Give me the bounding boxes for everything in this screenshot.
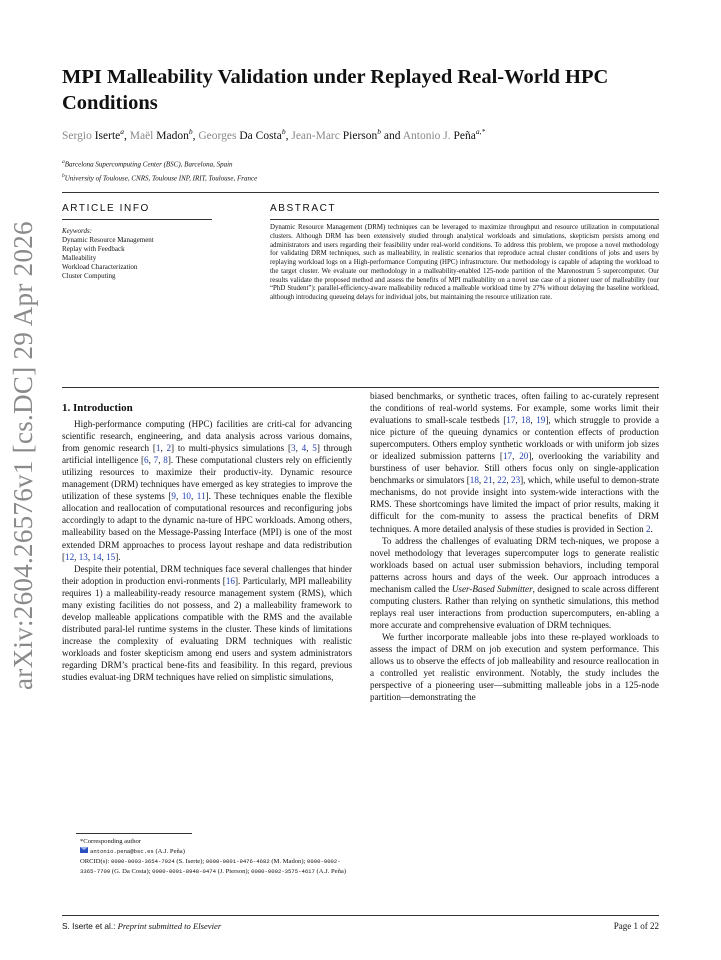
author-family-name: Da Costa <box>239 129 282 142</box>
page-number: Page 1 of 22 <box>613 921 659 931</box>
author-affiliation-mark: a <box>120 127 124 136</box>
citation-link[interactable]: 18 <box>521 415 531 426</box>
paragraph: Despite their potential, DRM techniques face several challenges that hinder their adoption in production envi-ronments [16]. Particularly, MPI malleability requires 1) a malleability-ready resource management system (RMS), which many existing facilities do not possess, and 2) a malleability framework to develop malleable applications compatible with the RMS and the available distributed paral-lel runtime systems in the cluster. These kinds of limitations increase the complexity of evaluating DRM techniques with realistic workloads and foster skepticism among end users and system administrators regarding DRM’s practical bene-fits and feasibility. In this regard, previous studies evaluat-ing DRM techniques have relied on simplistic simulations, <box>62 563 352 683</box>
author-family-name: Iserte <box>94 129 121 142</box>
citation-link[interactable]: 21 <box>483 475 493 486</box>
author-separator: and <box>381 129 403 142</box>
author-given-name: Georges <box>198 129 240 142</box>
orcid-id[interactable]: 0000-0001-8948-0474 <box>152 867 216 875</box>
author-family-name: Peña <box>453 129 476 142</box>
author-affiliation-mark: a,* <box>475 127 486 136</box>
author-affiliation-mark: b <box>281 127 286 136</box>
citation-link[interactable]: 2 <box>166 443 172 454</box>
citation-link[interactable]: 15 <box>106 551 116 562</box>
emphasis: User-Based Submitter <box>451 583 533 594</box>
author-affiliation-mark: b <box>188 127 193 136</box>
citation-link[interactable]: 14 <box>92 551 102 562</box>
paper-title: MPI Malleability Validation under Replayed Real-World HPC Conditions <box>62 66 609 114</box>
orcid-owner: (A.J. Peña) <box>314 867 347 875</box>
affiliation <box>62 156 257 170</box>
author-separator: , <box>192 129 199 142</box>
author-separator: , <box>285 129 292 142</box>
article-info-heading: ARTICLE INFO <box>62 203 150 214</box>
orcid-id[interactable]: 0000-0002-3575-4617 <box>251 867 315 875</box>
footer-authors: S. Iserte et al.: <box>62 921 116 931</box>
citation-link[interactable]: 8 <box>163 455 168 466</box>
section-heading-introduction <box>62 402 352 414</box>
orcid-id[interactable]: 0000-0001-9476-4682 <box>205 857 270 865</box>
abstract-divider <box>270 219 659 220</box>
keywords-label: Keywords: <box>62 227 93 235</box>
section-title: Introduction <box>73 402 133 414</box>
orcid-owner: (S. Iserte); <box>174 857 206 865</box>
keyword: Dynamic Resource Management <box>62 236 154 245</box>
citation-link[interactable]: 5 <box>312 443 317 454</box>
header-divider <box>62 192 659 193</box>
orcid-owner: (J. Pierson); <box>215 867 252 875</box>
left-column <box>62 402 352 683</box>
affiliation <box>62 170 257 184</box>
citation-link[interactable]: 19 <box>536 415 546 426</box>
footnote <box>62 837 354 877</box>
paragraph: We further incorporate malleable jobs into these re-played workloads to assess the impact of DRM on job execution and system performance. This allows us to observe the effects of job malleability and resource reallocation in a controlled yet realistic environment. Notably, the study includes the perspective of a pioneering user—submitting malleable jobs in a 125-node partition—demonstrating the <box>370 631 659 703</box>
citation-link[interactable]: 11 <box>196 491 206 502</box>
citation-link[interactable]: 23 <box>511 475 521 486</box>
mail-icon <box>80 847 88 853</box>
section-number: 1. <box>62 402 71 414</box>
orcid-line <box>62 857 354 877</box>
footer-divider <box>62 915 659 916</box>
abstract-text: Dynamic Resource Management (DRM) techniques can be leveraged to maximize throughput and resource utilization in computational clusters. Although DRM has been extensively studied through analytical workloads and simulations, skepticism persists among end administrators and users regarding their feasibility under real-world conditions. To address this problem, we propose a novel methodology for validating DRM techniques, such as malleability, in realistic scenarios that reproduce actual cluster conditions of jobs and users by replaying workload logs on a High-performance Computing (HPC) infrastructure. Our methodology is capable of adapting the workload to the target cluster. We evaluate our methodology in a malleability-enabled 125-node partition of the Marenostrum 5 supercomputer. Our results validate the proposed method and assess the benefits of MPI malleability on a novel use case of a pioneer user of malleability (our “PhD Student”): parallel-efficiency-aware malleability reduced a malleable workload time by 27% without delaying the baseline workload, although introducing queueing delays for individual jobs, but maintaining the resource utilization rate. <box>270 224 659 301</box>
citation-link[interactable]: 17 <box>502 451 513 462</box>
author-given-name: Sergio <box>62 129 95 142</box>
citation-link[interactable]: 1 <box>155 443 161 454</box>
citation-link[interactable]: 18 <box>469 475 479 486</box>
keyword: Replay with Feedback <box>62 245 125 254</box>
arxiv-identifier: arXiv:2604.26576v1 [cs.DC] 29 Apr 2026 <box>8 221 38 690</box>
author-separator: , <box>124 129 130 142</box>
citation-link[interactable]: 7 <box>153 455 159 466</box>
affiliation-list <box>62 156 257 185</box>
citation-link[interactable]: 6 <box>144 455 149 466</box>
article-info-divider <box>62 219 212 220</box>
citation-link[interactable]: 20 <box>519 451 529 462</box>
orcid-owner: (M. Madon); <box>269 857 308 865</box>
email-owner: (A.J. Peña) <box>155 847 185 855</box>
orcid-id[interactable]: 0000-0002-3365-7709 <box>80 857 341 875</box>
author-given-name: Antonio J. <box>402 129 454 142</box>
abstract-bottom-divider <box>62 387 659 388</box>
orcid-owner: (G. Da Costa); <box>110 867 153 875</box>
abstract-heading: ABSTRACT <box>270 203 337 214</box>
right-column <box>370 390 659 703</box>
keywords-block <box>62 227 212 282</box>
citation-link[interactable]: 16 <box>225 575 235 586</box>
email-link[interactable]: antonio.pena@bsc.es <box>90 847 154 855</box>
keyword: Cluster Computing <box>62 272 116 281</box>
running-footer <box>62 921 221 931</box>
keyword: Malleability <box>62 254 97 263</box>
orcid-label: ORCID(s): <box>80 857 111 865</box>
affiliation-mark: b <box>62 173 65 180</box>
keyword: Workload Characterization <box>62 263 138 272</box>
author-family-name: Pierson <box>342 129 378 142</box>
citation-link[interactable]: 4 <box>301 443 307 454</box>
author-list <box>62 127 662 142</box>
author-family-name: Madon <box>156 129 189 142</box>
citation-link[interactable]: 17 <box>506 415 516 426</box>
corresponding-author-note: *Corresponding author <box>80 838 141 845</box>
citation-link[interactable]: 12 <box>65 551 75 562</box>
paragraph: biased benchmarks, or synthetic traces, often failing to ac-curately represent the conditions of real-world systems. For example, some works limit their evaluations to small-scale testbeds [17, 18, 19], which struggle to provide a nice picture of the queuing dynamics or contention effects of production supercomputers. Others employ synthetic workloads or with uniform job sizes or idealized submission patterns [17, 20], overlooking the variability and burstiness of user behavior. Still others focus only on single-application benchmarks or simulators [18, 21, 22, 23], which, while useful to demon-strate mechanisms, do not provide insight into system-wide interactions with the RMS. These shortcomings have limited the impact of prior results, making it difficult for the com-munity to assess the practical benefits of DRM techniques. A more detailed analysis of these studies is provided in Section 2. <box>370 391 660 534</box>
affiliation-text: Barcelona Supercomputing Center (BSC), Barcelona, Spain <box>64 160 233 169</box>
paragraph: To address the challenges of evaluating DRM tech-niques, we propose a novel methodology that leverages supercomputer logs to generate realistic workloads based on actual user submission behaviors, including temporal patterns across hours and days of the week. Our approach introduces a mechanism called the User-Based Submitter, designed to scale across different computing clusters. Rather than relying on synthetic simulations, this method replays real user interactions from production supercomputers, en-abling a more accurate and comprehensive evaluation of DRM techniques. <box>370 535 659 630</box>
email-line <box>62 847 354 857</box>
citation-link[interactable]: 22 <box>497 475 507 486</box>
affiliation-mark: a <box>62 159 65 165</box>
citation-link[interactable]: 2 <box>645 523 651 534</box>
author-given-name: Jean-Marc <box>291 129 343 142</box>
author-affiliation-mark: b <box>377 127 381 136</box>
footer-journal: Preprint submitted to Elsevier <box>117 921 222 931</box>
affiliation-text: University of Toulouse, CNRS, Toulouse INP, IRIT, Toulouse, France <box>64 174 258 183</box>
citation-link[interactable]: 3 <box>291 443 296 454</box>
footnote-divider <box>76 833 192 834</box>
citation-link[interactable]: 13 <box>78 551 88 562</box>
orcid-id[interactable]: 0000-0003-3654-7924 <box>110 857 175 865</box>
citation-link[interactable]: 10 <box>181 491 191 502</box>
author-given-name: Maël <box>129 129 157 142</box>
citation-link[interactable]: 9 <box>171 491 176 502</box>
paragraph: High-performance computing (HPC) facilities are criti-cal for advancing scientific research, engineering, and data analysis across various domains, from genomic research [1, 2] to multi-physics simulations [3, 4, 5] through artificial intelligence [6, 7, 8]. These computational clusters rely on efficiently utilizing resources to maximize their productiv-ity. Dynamic resource management (DRM) techniques have emerged as key strategies to improve the utilization of these systems [9, 10, 11]. These techniques enable the flexible allocation and reallocation of computational resources and reconfiguring jobs accordingly to adapt to the dynamic na-ture of HPC workloads. Among others, malleability based on the Message-Passing Interface (MPI) is one of the most extended DRM approaches to process layout reshape and data redistribution [12, 13, 14, 15]. <box>62 419 353 562</box>
